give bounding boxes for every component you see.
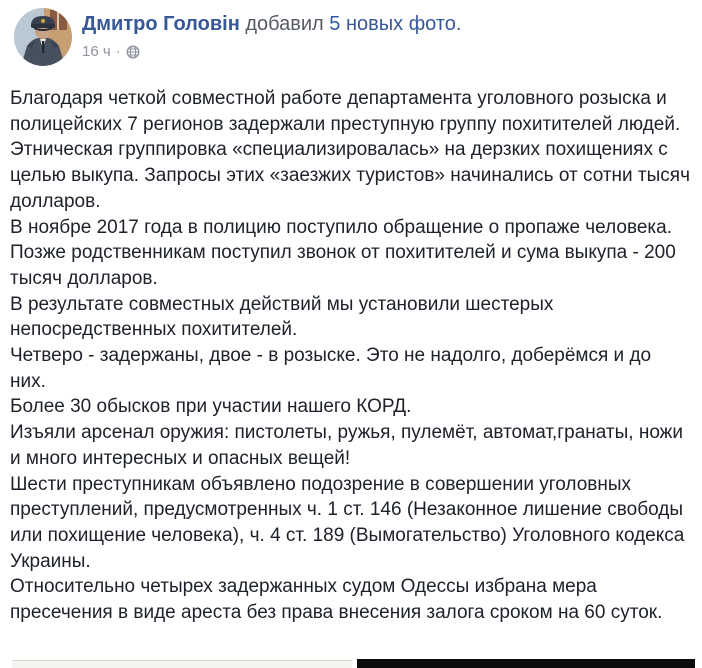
author-link[interactable]: Дмитро Головін (82, 13, 240, 35)
avatar-photo (14, 8, 72, 66)
post-header (82, 10, 690, 61)
post-meta (82, 43, 690, 61)
photos-count-link[interactable]: 5 новых фото. (329, 13, 462, 35)
post-paragraph: В ноябре 2017 года в полицию поступило обращение о пропаже человека. (10, 216, 673, 238)
dot-separator: · (115, 43, 121, 60)
post-paragraph: Изъяли арсенал оружия: пистолеты, ружья, пулемёт, автомат,гранаты, ножи и много интересных и опасных вещей! (10, 422, 684, 469)
post-paragraph: В результате совместных действий мы установили шестерых непосредственных похитителей. (10, 293, 554, 341)
header-line (82, 10, 690, 38)
post-paragraph: Этническая группировка «специализировалась» на дерзких похищениях с целью выкупа. Запросы этих «заезжих туристов» начинались от сотни тысяч долларов. (10, 139, 690, 212)
post-paragraph: Благодаря четкой совместной работе департамента уголовного розыска и полицейских 7 регионов задержали преступную группу похитителей людей. (10, 88, 681, 135)
post-paragraph: Относительно четырех задержанных судом Одессы избрана мера пресечения в виде ареста без права внесения залога сроком на 60 суток. (10, 576, 663, 624)
globe-icon (126, 45, 140, 59)
attached-photo-right[interactable] (357, 659, 695, 668)
post-paragraph: Позже родственникам поступил звонок от похитителей и сума выкупа - 200 тысяч долларов. (10, 242, 676, 289)
header-action-text: добавил (245, 13, 324, 35)
post-text (10, 86, 692, 626)
timestamp-link[interactable]: 16 ч (82, 43, 111, 60)
avatar[interactable] (14, 8, 72, 66)
attached-photo-left[interactable] (12, 660, 352, 668)
post-paragraph: Более 30 обысков при участии нашего КОРД. (10, 396, 412, 418)
post-paragraph: Шести преступникам объявлено подозрение в совершении уголовных преступлений, предусмотренных ч. 1 ст. 146 (Незаконное лишение свободы или похищение человека), ч. 4 ст. 189 (Вымогательство) Уголовного кодекса Украины. (10, 473, 685, 572)
post-paragraph: Четверо - задержаны, двое - в розыске. Это не надолго, доберёмся и до них. (10, 345, 652, 392)
